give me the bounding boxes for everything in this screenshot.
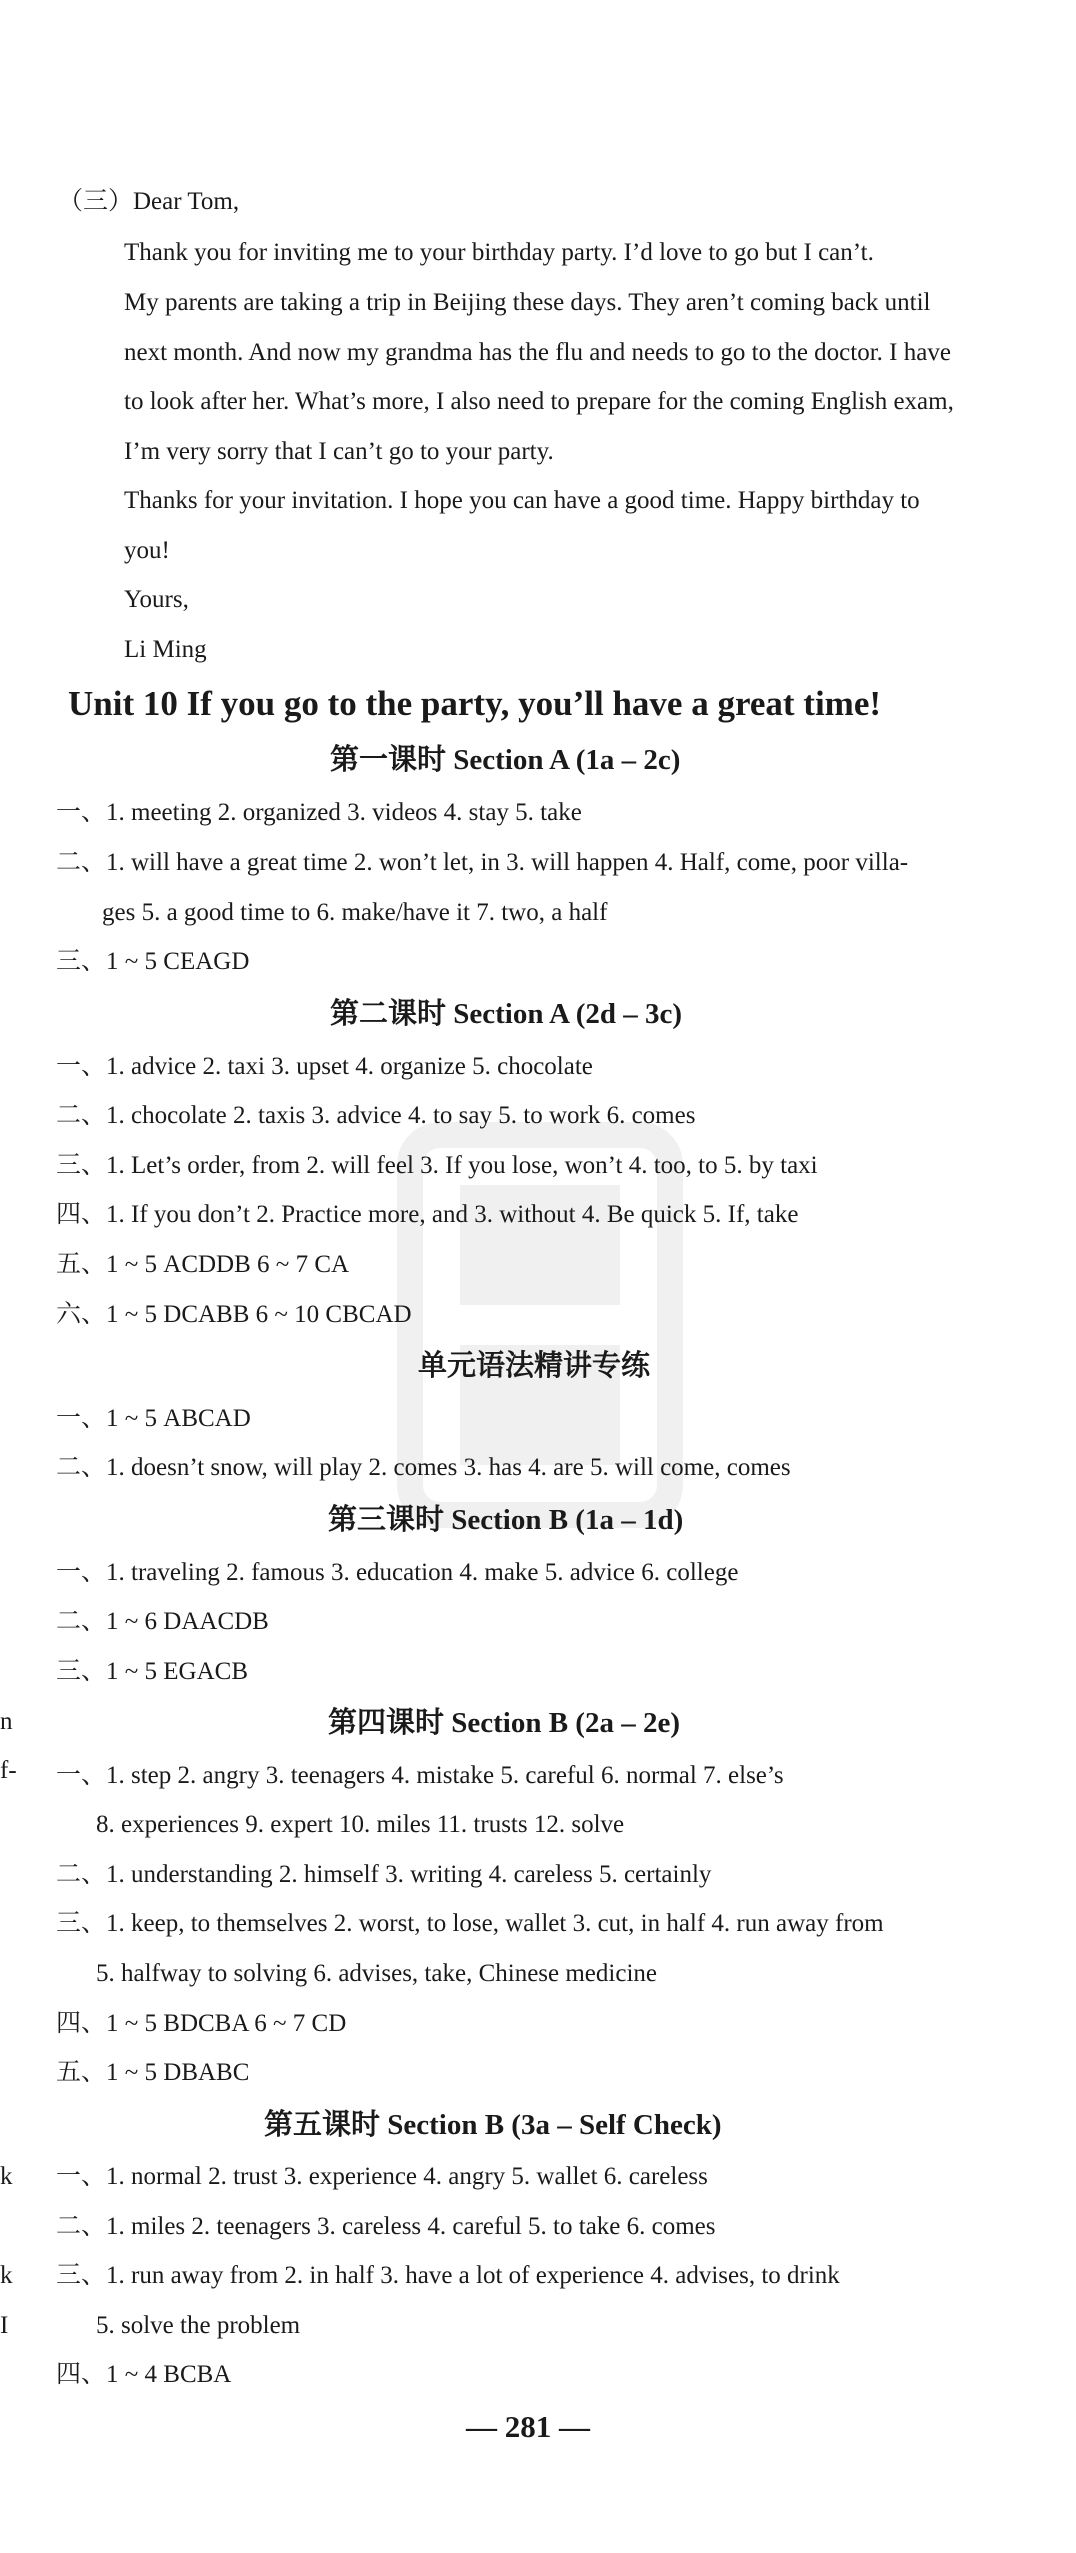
answer-line: 三、1. Let’s order, from 2. will feel 3. If you lose, won’t 4. too, to 5. by taxi: [56, 1152, 818, 1179]
answer-line: 三、1. run away from 2. in half 3. have a lot of experience 4. advises, to drink: [56, 2262, 840, 2289]
answer-line: 四、1. If you don’t 2. Practice more, and 3. without 4. Be quick 5. If, take: [56, 1201, 799, 1228]
letter-line: you!: [124, 537, 170, 564]
edge-fragment: f-: [0, 1757, 17, 1784]
section-heading: 第五课时 Section B (3a – Self Check): [264, 2109, 722, 2141]
answer-line: 四、1 ~ 4 BCBA: [56, 2361, 232, 2388]
edge-fragment: k: [0, 2262, 13, 2289]
letter-line: next month. And now my grandma has the flu and needs to go to the doctor. I have: [124, 339, 951, 366]
answer-line: 五、1 ~ 5 ACDDB 6 ~ 7 CA: [56, 1251, 350, 1278]
answer-line: 一、1. advice 2. taxi 3. upset 4. organize 5. chocolate: [56, 1053, 593, 1080]
answer-line: 5. halfway to solving 6. advises, take, Chinese medicine: [96, 1960, 657, 1987]
answer-line: ges 5. a good time to 6. make/have it 7. two, a half: [102, 899, 608, 926]
section-heading: 第四课时 Section B (2a – 2e): [328, 1707, 680, 1739]
answer-line: 二、1. doesn’t snow, will play 2. comes 3. has 4. are 5. will come, comes: [56, 1454, 791, 1481]
answer-line: 六、1 ~ 5 DCABB 6 ~ 10 CBCAD: [56, 1301, 412, 1328]
answer-line: 一、1. step 2. angry 3. teenagers 4. mistake 5. careful 6. normal 7. else’s: [56, 1762, 784, 1789]
letter-line: I’m very sorry that I can’t go to your party.: [124, 438, 554, 465]
letter-salutation: （三）Dear Tom,: [58, 188, 240, 215]
answer-line: 二、1. chocolate 2. taxis 3. advice 4. to say 5. to work 6. comes: [56, 1102, 696, 1129]
answer-line: 三、1 ~ 5 CEAGD: [56, 948, 250, 975]
unit-title: Unit 10 If you go to the party, you’ll have a great time!: [68, 684, 882, 723]
answer-line: 三、1. keep, to themselves 2. worst, to lose, wallet 3. cut, in half 4. run away from: [56, 1910, 884, 1937]
answer-line: 五、1 ~ 5 DBABC: [56, 2059, 250, 2086]
section-heading: 第三课时 Section B (1a – 1d): [328, 1504, 684, 1536]
answer-line: 一、1. traveling 2. famous 3. education 4. make 5. advice 6. college: [56, 1559, 739, 1586]
answer-line: 二、1. understanding 2. himself 3. writing 4. careless 5. certainly: [56, 1861, 712, 1888]
letter-signature: Li Ming: [124, 636, 207, 663]
edge-fragment: n: [0, 1708, 13, 1735]
answer-line: 8. experiences 9. expert 10. miles 11. trusts 12. solve: [96, 1811, 625, 1838]
answer-line: 一、1. normal 2. trust 3. experience 4. angry 5. wallet 6. careless: [56, 2163, 708, 2190]
letter-line: to look after her. What’s more, I also need to prepare for the coming English exam,: [124, 388, 954, 415]
section-heading: 单元语法精讲专练: [418, 1350, 651, 1382]
section-heading: 第二课时 Section A (2d – 3c): [330, 998, 683, 1030]
section-heading: 第一课时 Section A (1a – 2c): [330, 744, 681, 776]
edge-fragment: k: [0, 2163, 13, 2190]
letter-line: Thanks for your invitation. I hope you can have a good time. Happy birthday to: [124, 487, 920, 514]
answer-line: 三、1 ~ 5 EGACB: [56, 1658, 249, 1685]
page-number: — 281 —: [466, 2409, 590, 2444]
answer-line: 二、1. will have a great time 2. won’t let, in 3. will happen 4. Half, come, poor villa-: [56, 849, 909, 876]
answer-line: 一、1. meeting 2. organized 3. videos 4. stay 5. take: [56, 799, 582, 826]
answer-line: 二、1. miles 2. teenagers 3. careless 4. careful 5. to take 6. comes: [56, 2213, 716, 2240]
answer-line: 二、1 ~ 6 DAACDB: [56, 1608, 269, 1635]
edge-fragment: I: [0, 2312, 9, 2339]
answer-line: 四、1 ~ 5 BDCBA 6 ~ 7 CD: [56, 2010, 347, 2037]
answer-line: 5. solve the problem: [96, 2312, 301, 2339]
letter-closing: Yours,: [124, 586, 189, 613]
answer-line: 一、1 ~ 5 ABCAD: [56, 1405, 251, 1432]
letter-line: Thank you for inviting me to your birthday party. I’d love to go but I can’t.: [124, 239, 874, 266]
letter-line: My parents are taking a trip in Beijing these days. They aren’t coming back until: [124, 289, 931, 316]
